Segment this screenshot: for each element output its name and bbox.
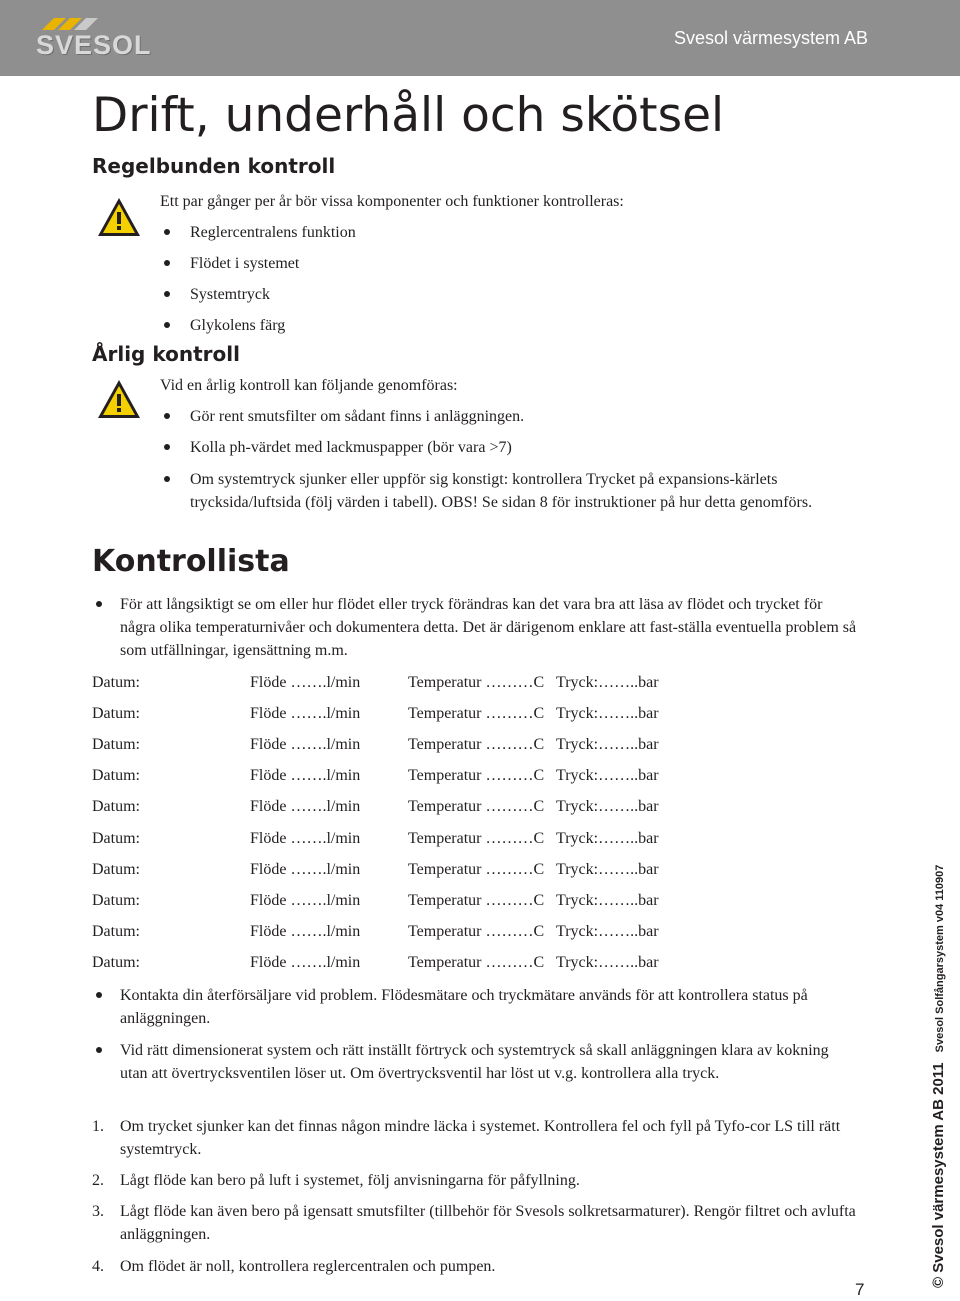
list-number: 3. [92,1203,104,1220]
cell-flow: Flöde …….l/min [250,767,361,784]
section-heading-checklist: Kontrollista [92,544,290,579]
cell-date: Datum: [92,674,140,691]
cell-pressure: Tryck:……..bar [556,705,659,722]
list-item: Vid rätt dimensionerat system och rätt inställt förtryck och systemtryck så skall anläggningen klara av kokning utan att övertrycksventilen löser ut. Om övertrycksventil har löst ut v.g. kontrollera alla tryck. [120,1042,829,1082]
list-item: Om systemtryck sjunker eller uppför sig konstigt: kontrollera Trycket på expansions-kärlets trycksida/luftsida (följ värden i tabell). OBS! Se sidan 8 för instruktioner på hur detta genomförs. [190,471,813,511]
cell-pressure: Tryck:……..bar [556,674,659,691]
cell-date: Datum: [92,736,140,753]
warning-icon [96,196,142,238]
cell-flow: Flöde …….l/min [250,830,361,847]
cell-flow: Flöde …….l/min [250,798,361,815]
numbered-item: Om flödet är noll, kontrollera reglercentralen och pumpen. [120,1258,496,1275]
list-number: 4. [92,1258,104,1275]
checklist-intro: För att långsiktigt se om eller hur flödet eller tryck förändras kan det vara bra att läsa av flödet och trycket för några olika temperaturnivåer och dokumentera detta. Det är därigenom enklare att fast-ställa eventuella problem så som utfällningar, igensättning m.m. [120,596,857,659]
cell-date: Datum: [92,892,140,909]
list-item: Glykolens färg [190,317,286,334]
version-text: Svesol Solfångarsystem v04 110907 [934,864,946,1053]
cell-pressure: Tryck:……..bar [556,767,659,784]
cell-temperature: Temperatur ………C [408,954,545,971]
list-item: Gör rent smutsfilter om sådant finns i anläggningen. [190,408,525,425]
bullet [164,413,170,419]
list-item: Kontakta din återförsäljare vid problem. Flödesmätare och tryckmätare används för att kontrollera status på anläggningen. [120,987,808,1027]
cell-date: Datum: [92,861,140,878]
cell-date: Datum: [92,954,140,971]
warning-icon [96,378,142,420]
list-number: 1. [92,1118,104,1135]
cell-flow: Flöde …….l/min [250,892,361,909]
bullet [164,444,170,450]
copyright-text: © Svesol värmesystem AB 2011 [930,1062,947,1288]
cell-flow: Flöde …….l/min [250,736,361,753]
bullet [96,601,102,607]
page-number: 7 [855,1280,865,1299]
cell-date: Datum: [92,767,140,784]
bullet [164,476,170,482]
side-copyright [930,865,948,1288]
cell-temperature: Temperatur ………C [408,830,545,847]
cell-temperature: Temperatur ………C [408,674,545,691]
cell-flow: Flöde …….l/min [250,923,361,940]
cell-date: Datum: [92,705,140,722]
cell-pressure: Tryck:……..bar [556,736,659,753]
cell-date: Datum: [92,798,140,815]
numbered-item: Lågt flöde kan även bero på igensatt smutsfilter (tillbehör för Svesols solkretsarmaturer). Rengör filtret och avlufta anläggningen. [120,1203,856,1243]
cell-pressure: Tryck:……..bar [556,954,659,971]
page-title: Drift, underhåll och skötsel [92,88,725,143]
svesol-logo [34,14,154,60]
company-name: Svesol värmesystem AB [673,28,868,48]
cell-temperature: Temperatur ………C [408,892,545,909]
bullet [164,229,170,235]
cell-temperature: Temperatur ………C [408,861,545,878]
bullet [96,1047,102,1053]
bullet [96,992,102,998]
regular-intro: Ett par gånger per år bör vissa komponenter och funktioner kontrolleras: [160,193,624,210]
cell-temperature: Temperatur ………C [408,923,545,940]
list-item: Systemtryck [190,286,270,303]
list-item: Flödet i systemet [190,255,300,272]
header-bar [0,0,960,76]
bullet [164,291,170,297]
cell-flow: Flöde …….l/min [250,861,361,878]
list-item: Kolla ph-värdet med lackmuspapper (bör vara >7) [190,439,512,456]
cell-pressure: Tryck:……..bar [556,830,659,847]
list-item: Reglercentralens funktion [190,224,356,241]
logo-text: SVESOL [36,30,152,60]
cell-temperature: Temperatur ………C [408,736,545,753]
bullet [164,322,170,328]
section-heading-regular: Regelbunden kontroll [92,154,336,178]
section-heading-annual: Årlig kontroll [92,342,240,366]
cell-pressure: Tryck:……..bar [556,861,659,878]
cell-pressure: Tryck:……..bar [556,923,659,940]
cell-temperature: Temperatur ………C [408,705,545,722]
list-number: 2. [92,1172,104,1189]
numbered-item: Om trycket sjunker kan det finnas någon mindre läcka i systemet. Kontrollera fel och fyll på Tyfo-cor LS till rätt systemtryck. [120,1118,841,1158]
cell-flow: Flöde …….l/min [250,705,361,722]
annual-intro: Vid en årlig kontroll kan följande genomföras: [160,377,458,394]
cell-flow: Flöde …….l/min [250,674,361,691]
cell-date: Datum: [92,923,140,940]
cell-date: Datum: [92,830,140,847]
bullet [164,260,170,266]
cell-temperature: Temperatur ………C [408,767,545,784]
cell-pressure: Tryck:……..bar [556,798,659,815]
cell-flow: Flöde …….l/min [250,954,361,971]
cell-temperature: Temperatur ………C [408,798,545,815]
cell-pressure: Tryck:……..bar [556,892,659,909]
numbered-item: Lågt flöde kan bero på luft i systemet, följ anvisningarna för påfyllning. [120,1172,580,1189]
